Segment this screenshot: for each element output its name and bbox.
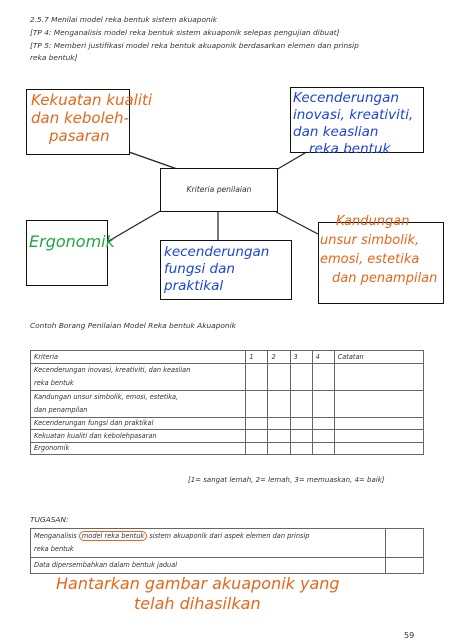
table-row: Kekuatan kualiti dan kebolehpasaran [31, 430, 424, 443]
tp5-text: [TP 5: Memberi justifikasi model reka bentuk akuaponik berdasarkan elemen dan prinsip [30, 41, 359, 50]
table-row: Kandungan unsur simbolik, emosi, estetika, dan penampilan [31, 390, 424, 417]
handwriting-symbolic: Kandungan unsur simbolik, emosi, estetika dan penampilan [320, 214, 438, 286]
handwriting-ergonomic: Ergonomik [29, 232, 115, 251]
tp4-text: [TP 4: Menganalisis model reka bentuk sistem akuaponik selepas pengujian dibuat] [30, 28, 340, 37]
task-table [30, 528, 424, 574]
section-heading: 2.5.7 Menilai model reka bentuk sistem akuaponik [30, 15, 218, 24]
table-row: Ergonomik [31, 442, 424, 455]
handwriting-function: kecenderungan fungsi dan praktikal [164, 244, 270, 294]
table-row: Menganalisis model reka bentuk sistem akuaponik dari aspek elemen dan prinsip reka bentuk [31, 529, 424, 558]
circled-phrase: model reka bentuk [79, 531, 147, 541]
handwritten-note: Hantarkan gambar akuaponik yang telah dihasilkan [56, 574, 340, 613]
table-row: Data dipersembahkan dalam bentuk jadual [31, 558, 424, 574]
task-label: TUGASAN: [30, 515, 69, 524]
handwriting-quality: Kekuatan kualiti dan keboleh- pasaran [31, 91, 153, 145]
table-row: Kecenderungan inovasi, kreativiti, dan keaslian reka bentuk [31, 363, 424, 390]
rubric-title: Contoh Borang Penilaian Model Reka bentuk Akuaponik [30, 321, 236, 330]
criteria-box-ergonomic [26, 220, 108, 286]
rating-scale: [1= sangat lemah, 2= lemah, 3= memuaskan, 4= baik] [188, 476, 385, 484]
table-row: Kriteria 1 2 3 4 Catatan [31, 351, 424, 364]
rubric-table [30, 350, 424, 455]
tp5-text-cont: reka bentuk] [30, 53, 78, 62]
criteria-center-label: Kriteria penilaian [186, 185, 252, 194]
page-number: 59 [404, 631, 415, 640]
table-row: Kecenderungan fungsi dan praktikal [31, 417, 424, 430]
handwriting-innovation: Kecenderungan inovasi, kreativiti, dan keaslian reka bentuk [293, 90, 414, 157]
